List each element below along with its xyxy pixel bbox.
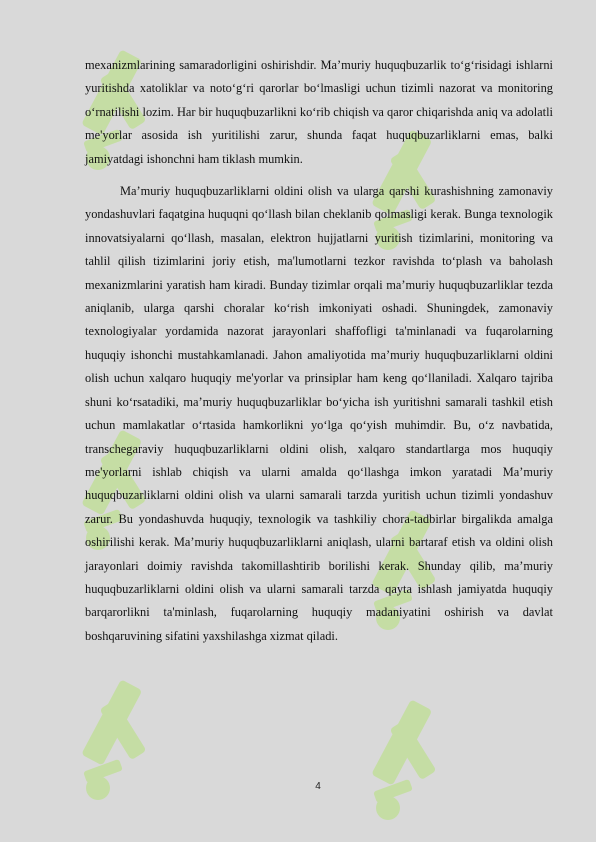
paragraph: Ma’muriy huquqbuzarliklarni oldini olish va ularga qarshi kurashishning zamonaviy yondashuvlari faqatgina huquqni qo‘llash bilan cheklanib qolmasligi kerak. Bunga texnologik innovatsiyalarni qo‘llash, masalan, elektron hujjatlarni yuritish tizimlarini, monitoring va tahlil qilish tizimlarini joriy etish, ma'lumotlarni tezkor ravishda to‘plash va baholash mexanizmlarini yaratish ham kiradi. Bunday tizimlar orqali ma’muriy huquqbuzarliklar tezda aniqlanib, ularga qarshi choralar ko‘rish imkoniyati oshadi. Shuningdek, zamonaviy texnologiyalar yordamida nazorat jarayonlari shaffofligi ta'minlanadi va fuqarolarning huquqiy ishonchi mustahkamlanadi. Jahon amaliyotida ma’muriy huquqbuzarliklarni oldini olish uchun xalqaro huquqiy me'yorlar va prinsiplar ham keng qo‘llaniladi. Xalqaro tajriba shuni ko‘rsatadiki, ma’muriy huquqbuzarliklar bo‘yicha ish yuritishni samarali tashkil etish uchun mamlakatlar o‘rtasida hamkorlikni yo‘lga qo‘yish muhimdir. Bu, o‘z navbatida, transchegaraviy huquqbuzarliklarni oldini olish, xalqaro standartlarga mos huquqiy me'yorlarni ishlab chiqish va ularni amalda qo‘llashga imkon yaratadi Ma’muriy huquqbuzarliklarni oldini olish va ularni samarali tarzda yuritish uchun tizimli yondashuv zarur. Bu yondashuvda huquqiy, texnologik va tashkiliy chora-tadbirlar birgalikda amalga oshirilishi kerak. Ma’muriy huquqbuzarliklarni aniqlash, ularni bartaraf etish va oldini olish jarayonlari doimiy ravishda takomillashtirib borilishi kerak. Shunday qilib, ma’muriy huquqbuzarliklarni oldini olish va ularni samarali tarzda qayta ishlash jamiyatda huquqiy barqarorlikni ta'minlash, fuqarolarning huquqiy madaniyatini oshirish va davlat boshqaruvining sifatini yaxshilashga xizmat qiladi. [85, 184, 553, 643]
page-number: 4 [315, 781, 321, 792]
watermark-logo-icon [360, 690, 460, 840]
paragraph: mexanizmlarining samaradorligini oshirishdir. Ma’muriy huquqbuzarlik to‘g‘risidagi ishlarni yuritishda xatoliklar va noto‘g‘ri qarorlar bo‘lmasligi uchun tizimli nazorat va monitoring o‘rnatilishi lozim. Har bir huquqbuzarlikni ko‘rib chiqish va qaror chiqarishda aniq va adolatli me'yorlar asosida ish yuritilishi zarur, shunda faqat huquqbuzarliklarni emas, balki jamiyatdagi ishonchni ham tiklash mumkin. [85, 58, 553, 166]
watermark-logo-icon [70, 670, 170, 820]
body-text [85, 54, 553, 648]
